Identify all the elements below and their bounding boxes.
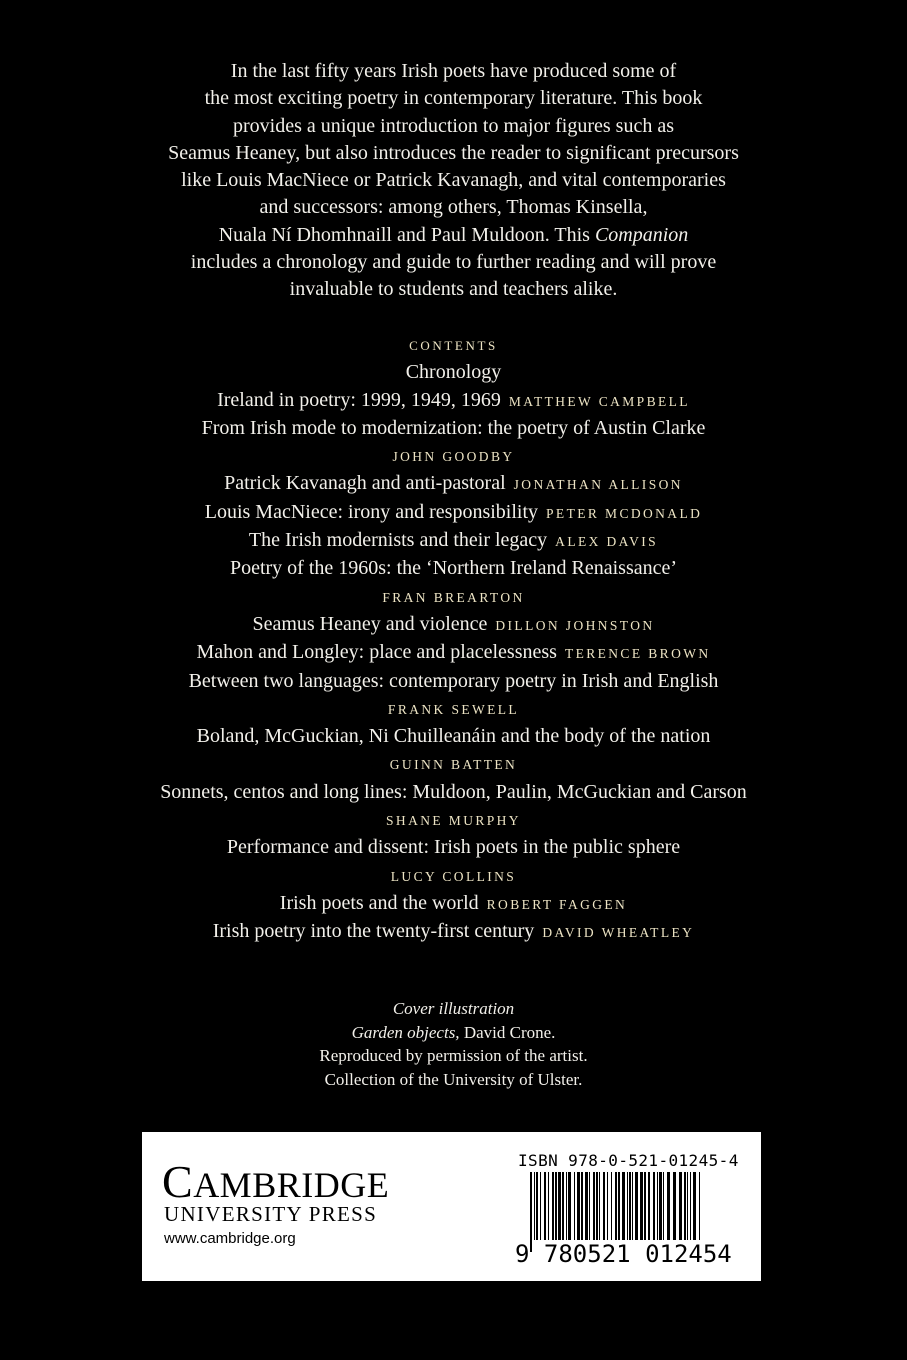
- credit-artwork: Garden objects,: [351, 1022, 460, 1042]
- publisher-barcode-box: [142, 1132, 761, 1281]
- entry-author: DAVID WHEATLEY: [542, 925, 695, 941]
- barcode-bar: [603, 1172, 605, 1240]
- barcode-bar: [663, 1172, 664, 1240]
- credit-collection: Collection of the University of Ulster.: [324, 1069, 583, 1089]
- entry-author: JONATHAN ALLISON: [513, 477, 683, 493]
- barcode-bar: [684, 1172, 686, 1240]
- ean-digits: [515, 1240, 732, 1268]
- entry-author: ALEX DAVIS: [555, 534, 659, 550]
- contents-entry: [0, 555, 907, 582]
- contents-chronology: Chronology: [405, 361, 502, 384]
- entry-title: Between two languages: contemporary poetry in Irish and English: [188, 669, 719, 692]
- entry-author: LUCY COLLINS: [390, 868, 517, 884]
- barcode-bar: [585, 1172, 588, 1240]
- entry-author: ROBERT FAGGEN: [486, 896, 628, 912]
- entry-author: SHANE MURPHY: [386, 813, 521, 829]
- barcode-bar: [599, 1172, 600, 1240]
- barcode-bar: [627, 1172, 628, 1240]
- barcode-bar: [558, 1172, 561, 1240]
- barcode-bar: [653, 1172, 655, 1240]
- ean-first-digit: 9: [515, 1240, 530, 1268]
- barcode-bar: [562, 1172, 564, 1240]
- entry-author: TERENCE BROWN: [564, 646, 711, 662]
- contents-list: [0, 332, 907, 947]
- contents-entry: [0, 470, 907, 498]
- blurb-line: invaluable to students and teachers alike.: [289, 278, 618, 301]
- entry-title: Performance and dissent: Irish poets in the public sphere: [226, 836, 681, 859]
- barcode-bar: [648, 1172, 650, 1240]
- contents-entry: [0, 611, 907, 639]
- barcode-bar: [611, 1172, 612, 1240]
- entry-author: JOHN GOODBY: [392, 449, 515, 465]
- barcode-bar: [673, 1172, 676, 1240]
- contents-entry-author-line: [0, 583, 907, 611]
- blurb-line: In the last fifty years Irish poets have produced some of: [230, 60, 677, 82]
- contents-entry: [0, 918, 907, 946]
- blurb-line: includes a chronology and guide to further reading and will prove: [190, 251, 717, 274]
- barcode-bar: [552, 1172, 554, 1240]
- logo-initial: C: [162, 1156, 194, 1207]
- contents-entry: [0, 527, 907, 555]
- entry-title: Seamus Heaney and violence: [252, 612, 488, 635]
- blurb: [0, 58, 907, 304]
- barcode-bar: [577, 1172, 580, 1240]
- entry-author: PETER MCDONALD: [546, 505, 703, 521]
- barcode-bar: [589, 1172, 590, 1240]
- isbn-text: ISBN 978-0-521-01245-4: [518, 1151, 739, 1170]
- barcode-bar: [581, 1172, 583, 1240]
- entry-author: GUINN BATTEN: [389, 757, 518, 773]
- barcode-bar: [690, 1172, 691, 1240]
- credit-permission: Reproduced by permission of the artist.: [319, 1046, 588, 1065]
- barcode-bar: [629, 1172, 631, 1240]
- blurb-line: provides a unique introduction to major figures such as: [232, 114, 674, 137]
- contents-entry: [0, 639, 907, 667]
- barcode-bar: [607, 1172, 608, 1240]
- entry-author: FRANK SEWELL: [387, 701, 520, 717]
- blurb-line: [0, 222, 907, 249]
- contents-heading: CONTENTS: [409, 338, 498, 353]
- barcode-bar: [644, 1172, 646, 1240]
- barcode-bar: [540, 1172, 541, 1240]
- barcode-bar: [568, 1172, 571, 1240]
- barcode-bar: [548, 1172, 549, 1240]
- contents-entry-author-line: [0, 862, 907, 890]
- entry-author: MATTHEW CAMPBELL: [508, 393, 690, 409]
- entry-title: Poetry of the 1960s: the ‘Northern Ireland Renaissance’: [229, 557, 678, 580]
- barcode-bar: [640, 1172, 643, 1240]
- blurb-line: and successors: among others, Thomas Kinsella,: [259, 196, 648, 219]
- contents-entry-author-line: [0, 806, 907, 834]
- credit-artist: David Crone.: [459, 1022, 556, 1042]
- contents-entry: [0, 415, 907, 442]
- entry-title: Mahon and Longley: place and placelessness: [196, 641, 557, 664]
- contents-entry: [0, 387, 907, 415]
- contents-entry: [0, 834, 907, 861]
- contents-entry-author-line: [0, 442, 907, 470]
- publisher-subtitle: UNIVERSITY PRESS: [164, 1202, 378, 1226]
- entry-title: Sonnets, centos and long lines: Muldoon, Paulin, McGuckian and Carson: [160, 780, 747, 803]
- cover-credit: [0, 997, 907, 1091]
- contents-entry-author-line: [0, 695, 907, 723]
- blurb-line: the most exciting poetry in contemporary literature. This book: [204, 87, 703, 110]
- entry-title: The Irish modernists and their legacy: [248, 529, 548, 552]
- barcode-bar: [566, 1172, 567, 1240]
- logo-name: AMBRIDGE: [193, 1165, 390, 1205]
- barcode-bar: [632, 1172, 633, 1240]
- contents-entry: [0, 779, 907, 806]
- barcode-bar: [635, 1172, 638, 1240]
- contents-entry: [0, 723, 907, 750]
- blurb-italic: Companion: [594, 223, 689, 246]
- contents-entry: [0, 890, 907, 918]
- barcode-bar: [536, 1172, 538, 1240]
- entry-title: Irish poets and the world: [279, 891, 479, 914]
- entry-title: Patrick Kavanagh and anti-pastoral: [224, 472, 506, 495]
- barcode-bar: [679, 1172, 682, 1240]
- barcode-bar: [659, 1172, 662, 1240]
- entry-title: From Irish mode to modernization: the poetry of Austin Clarke: [201, 416, 706, 439]
- barcode-bar: [596, 1172, 598, 1240]
- ean-right-digits: 012454: [645, 1240, 732, 1268]
- barcode-bar: [622, 1172, 625, 1240]
- barcode-bar: [693, 1172, 696, 1240]
- blurb-line: Seamus Heaney, but also introduces the reader to significant precursors: [168, 141, 739, 164]
- barcode-bar: [687, 1172, 688, 1240]
- barcode-bar: [593, 1172, 595, 1240]
- entry-title: Irish poetry into the twenty-first century: [212, 920, 535, 943]
- barcode-bar: [555, 1172, 557, 1240]
- publisher-url: www.cambridge.org: [164, 1230, 296, 1247]
- ean-left-digits: 780521: [543, 1240, 631, 1268]
- blurb-line: like Louis MacNiece or Patrick Kavanagh, and vital contemporaries: [181, 169, 726, 192]
- contents-entry-author-line: [0, 750, 907, 778]
- publisher-logo: [162, 1156, 390, 1207]
- barcode-bar: [534, 1172, 535, 1240]
- entry-author: FRAN BREARTON: [382, 589, 525, 605]
- barcode-bar: [667, 1172, 670, 1240]
- barcode-bar: [618, 1172, 620, 1240]
- contents-entry: [0, 668, 907, 695]
- entry-title: Louis MacNiece: irony and responsibility: [204, 500, 539, 523]
- entry-author: DILLON JOHNSTON: [495, 617, 655, 633]
- barcode-bar: [544, 1172, 546, 1240]
- blurb-text: Nuala Ní Dhomhnaill and Paul Muldoon. This: [218, 223, 595, 246]
- barcode-bar: [574, 1172, 575, 1240]
- entry-title: Ireland in poetry: 1999, 1949, 1969: [217, 388, 501, 411]
- contents-entry: [0, 499, 907, 527]
- credit-heading: Cover illustration: [392, 999, 515, 1018]
- barcode-bar: [657, 1172, 658, 1240]
- entry-title: Boland, McGuckian, Ni Chuilleanáin and the body of the nation: [196, 725, 711, 748]
